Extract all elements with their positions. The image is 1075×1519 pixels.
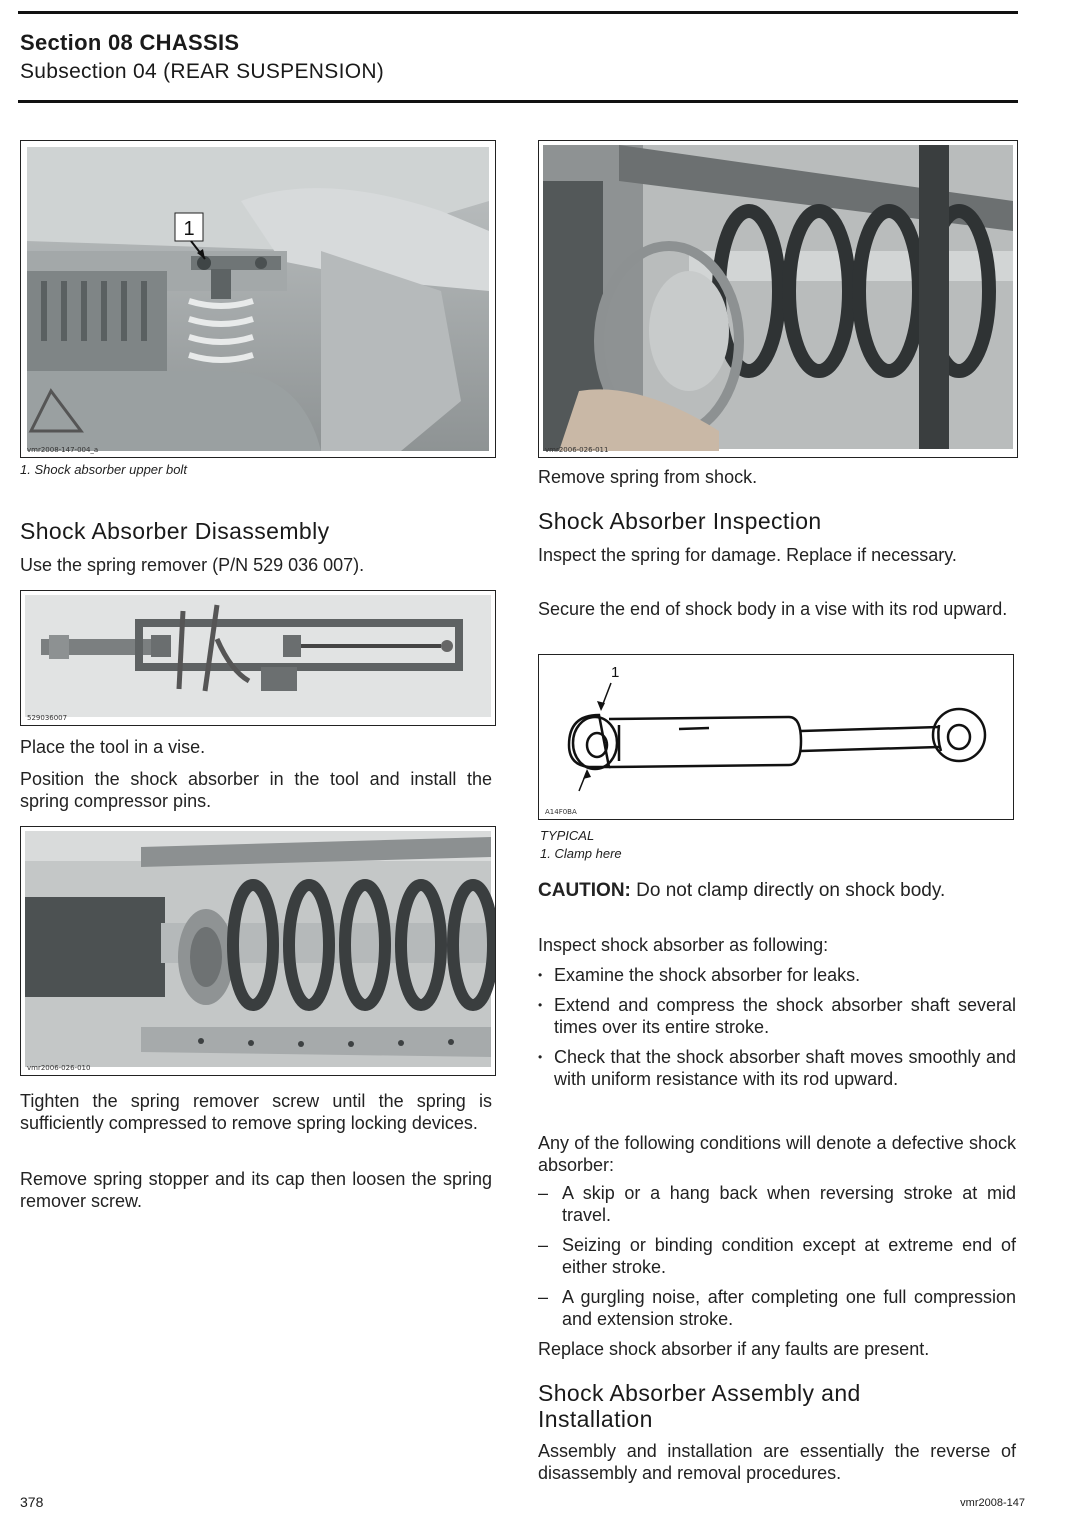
- secure-end-text: Secure the end of shock body in a vise with its rod upward.: [538, 599, 1008, 619]
- disassembly-heading: Shock Absorber Disassembly: [20, 518, 330, 544]
- assembly-heading: Shock Absorber Assembly and Installation: [538, 1380, 861, 1432]
- defect-conditions-list: [538, 1182, 1016, 1338]
- drawing-shock-clamp: [539, 655, 1013, 819]
- replace-if-text: Replace shock absorber if any faults are present.: [538, 1339, 930, 1359]
- tighten-text: Tighten the spring remover screw until the spring is sufficiently compressed to remove spring locking devices.: [20, 1091, 492, 1133]
- remove-spring-text: Remove spring from shock.: [538, 467, 758, 487]
- inspection-bullet-list: [538, 964, 1016, 1098]
- inspect-as-following-text: Inspect shock absorber as following:: [538, 935, 829, 955]
- figure-shock-upper-bolt: [20, 140, 496, 458]
- figure1-code: vmr2008-147-004_a: [27, 446, 99, 454]
- inspection-heading: Shock Absorber Inspection: [538, 508, 822, 534]
- figure-remove-spring: [538, 140, 1018, 458]
- list-item: – A gurgling noise, after completing one full compression and extension stroke.: [538, 1286, 1016, 1330]
- figure3-code: vmr2006-026-010: [27, 1064, 91, 1072]
- caution-text: Do not clamp directly on shock body.: [630, 880, 946, 901]
- document-code: vmr2008-147: [960, 1497, 1025, 1509]
- figure1-caption: 1. Shock absorber upper bolt: [20, 462, 187, 477]
- header-bottom-rule: [18, 100, 1018, 103]
- figure5-caption-typical: TYPICAL: [540, 828, 595, 843]
- figure5-caption-clamp: 1. Clamp here: [540, 846, 622, 861]
- photo-shock-upper-bolt: [21, 141, 495, 457]
- disassembly-intro: Use the spring remover (P/N 529 036 007).: [20, 555, 365, 575]
- section-title: Section 08 CHASSIS: [20, 30, 240, 55]
- inspect-spring-text: Inspect the spring for damage. Replace if necessary.: [538, 545, 957, 565]
- figure-shock-in-tool: [20, 826, 496, 1076]
- list-item: • Examine the shock absorber for leaks.: [538, 964, 1016, 986]
- header-top-rule: [18, 11, 1018, 14]
- photo-spring-remover: [21, 591, 495, 725]
- place-tool-text: Place the tool in a vise.: [20, 737, 206, 757]
- assembly-text: Assembly and installation are essentially the reverse of disassembly and removal procedures.: [538, 1441, 1016, 1483]
- figure4-code: vmr2006-026-011: [545, 446, 609, 454]
- figure2-code: 529036007: [27, 714, 68, 722]
- list-item: – A skip or a hang back when reversing stroke at mid travel.: [538, 1182, 1016, 1226]
- figure-clamp-here: [538, 654, 1014, 820]
- caution-label: CAUTION:: [538, 880, 631, 901]
- remove-stopper-text: Remove spring stopper and its cap then loosen the spring remover screw.: [20, 1169, 492, 1211]
- caution-block: [538, 880, 1016, 902]
- list-item: • Check that the shock absorber shaft moves smoothly and with uniform resistance with its rod upward.: [538, 1046, 1016, 1090]
- photo-shock-in-tool: [21, 827, 495, 1075]
- subsection-title: Subsection 04 (REAR SUSPENSION): [20, 60, 385, 83]
- figure5-callout: 1: [611, 664, 620, 681]
- photo-remove-spring: [539, 141, 1017, 457]
- figure5-code: A14F0BA: [545, 808, 577, 816]
- list-item: • Extend and compress the shock absorber shaft several times over its entire stroke.: [538, 994, 1016, 1038]
- figure-spring-remover: [20, 590, 496, 726]
- position-shock-text: Position the shock absorber in the tool and install the spring compressor pins.: [20, 769, 492, 811]
- list-item: – Seizing or binding condition except at extreme end of either stroke.: [538, 1234, 1016, 1278]
- page-number: 378: [20, 1494, 44, 1510]
- conditions-intro-text: Any of the following conditions will denote a defective shock absorber:: [538, 1133, 1016, 1175]
- figure1-callout: 1: [183, 218, 195, 240]
